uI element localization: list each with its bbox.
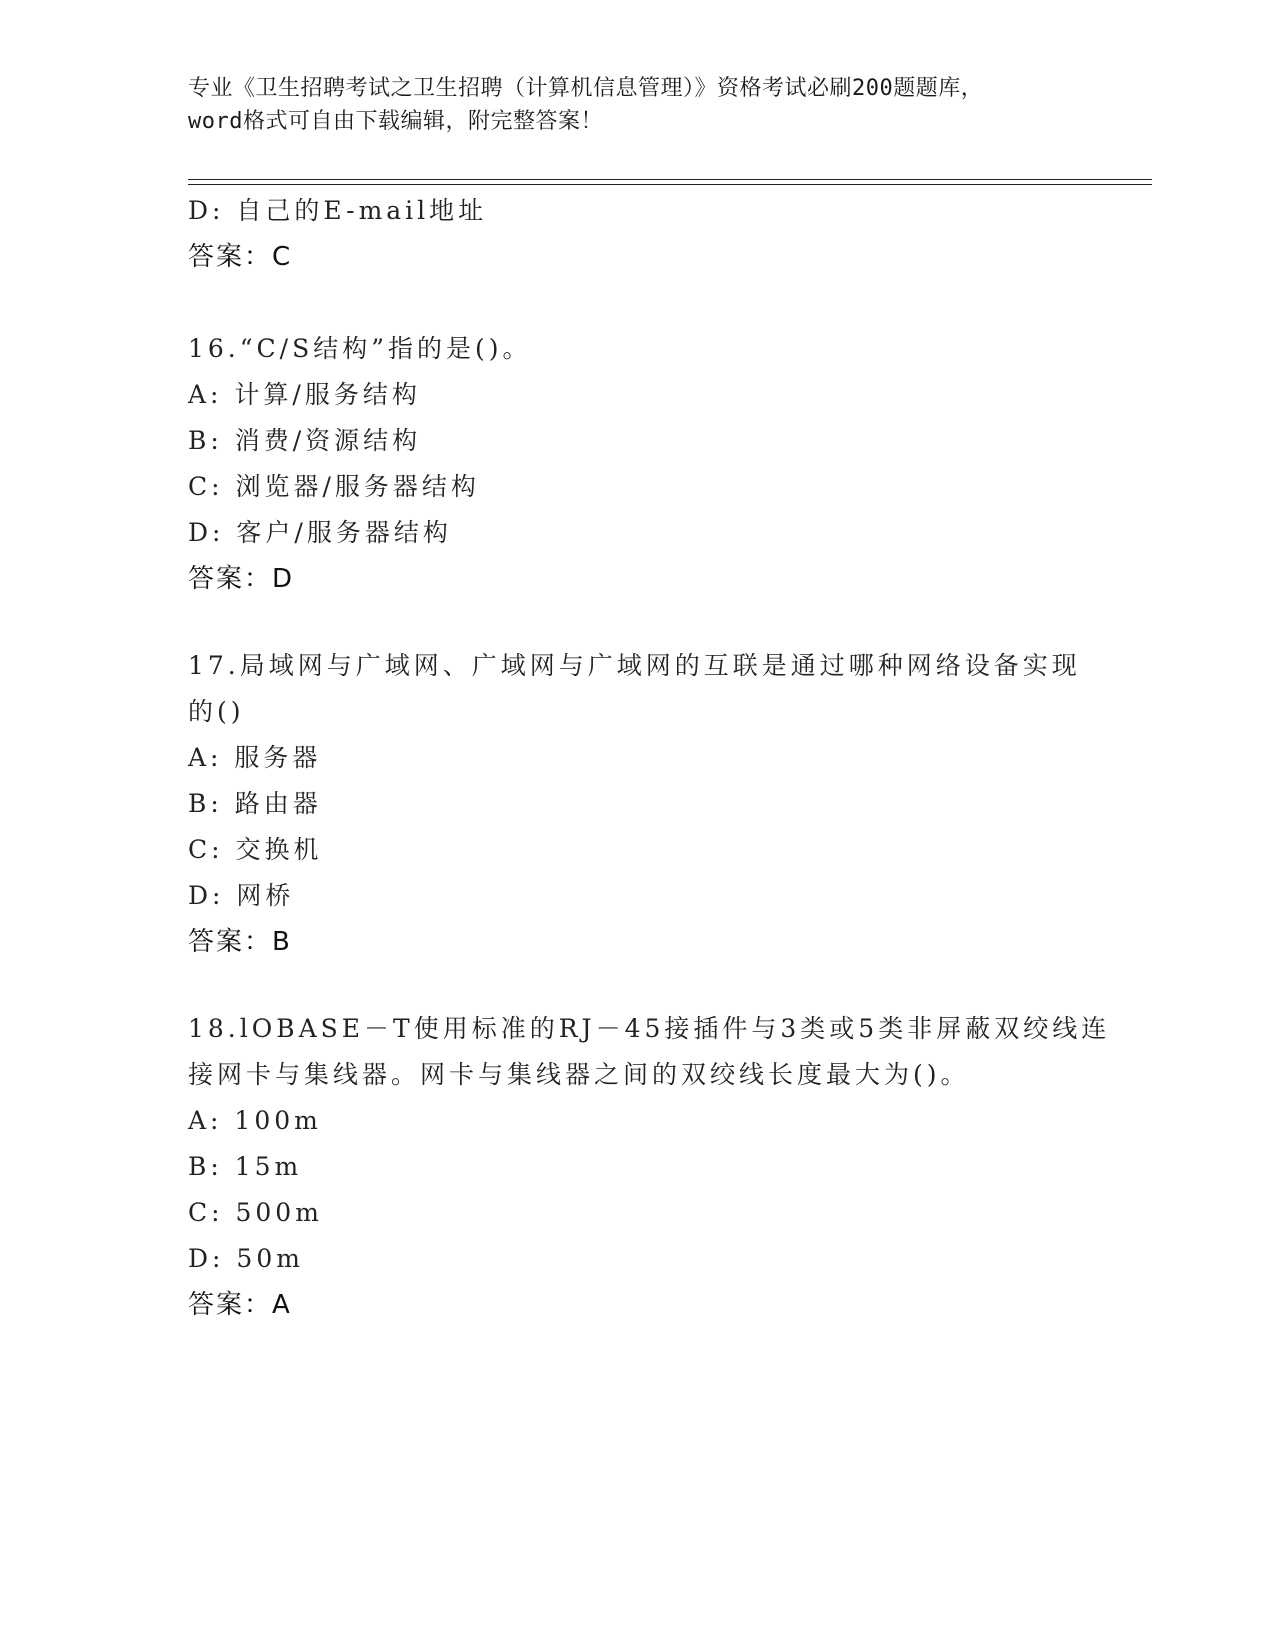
option-b: B: 消费/资源结构 [188,426,422,455]
question-stem-continued: 的() [188,697,245,726]
option-d: D: 50m [188,1244,304,1273]
header-divider-top [188,179,1152,180]
document-header [188,72,1088,138]
header-divider-bottom [188,184,1152,185]
option-c: C: 500m [188,1198,323,1227]
option-a: A: 计算/服务结构 [188,380,421,409]
option-b: B: 路由器 [188,789,322,818]
question-stem: 18.lOBASE－T使用标准的RJ－45接插件与3类或5类非屏蔽双绞线连 [188,1014,1111,1043]
question-16 [188,326,1088,602]
answer-line: 答案：B [188,927,292,957]
option-d: D: 自己的E-mail地址 [188,196,488,225]
option-d: D: 客户/服务器结构 [188,518,452,547]
header-line-2: word格式可自由下载编辑，附完整答案！ [188,109,603,134]
option-b: B: 15m [188,1152,303,1181]
answer-line: 答案：D [188,564,295,594]
question-stem: 17.局域网与广域网、广域网与广域网的互联是通过哪种网络设备实现 [188,651,1081,680]
header-line-1: 专业《卫生招聘考试之卫生招聘（计算机信息管理）》资格考试必刷200题题库， [188,76,984,101]
question-stem: 16.“C/S结构”指的是()。 [188,334,532,363]
question-17 [188,643,1088,965]
option-c: C: 交换机 [188,835,323,864]
option-c: C: 浏览器/服务器结构 [188,472,480,501]
option-d: D: 网桥 [188,881,295,910]
question-list [188,188,1111,1328]
option-a: A: 服务器 [188,743,322,772]
answer-line: 答案：A [188,1290,292,1320]
question-18 [188,1006,1111,1328]
answer-line: 答案：C [188,242,293,272]
question-stem-continued: 接网卡与集线器。网卡与集线器之间的双绞线长度最大为()。 [188,1060,970,1089]
previous-question-tail [188,188,1088,280]
option-a: A: 100m [188,1106,322,1135]
